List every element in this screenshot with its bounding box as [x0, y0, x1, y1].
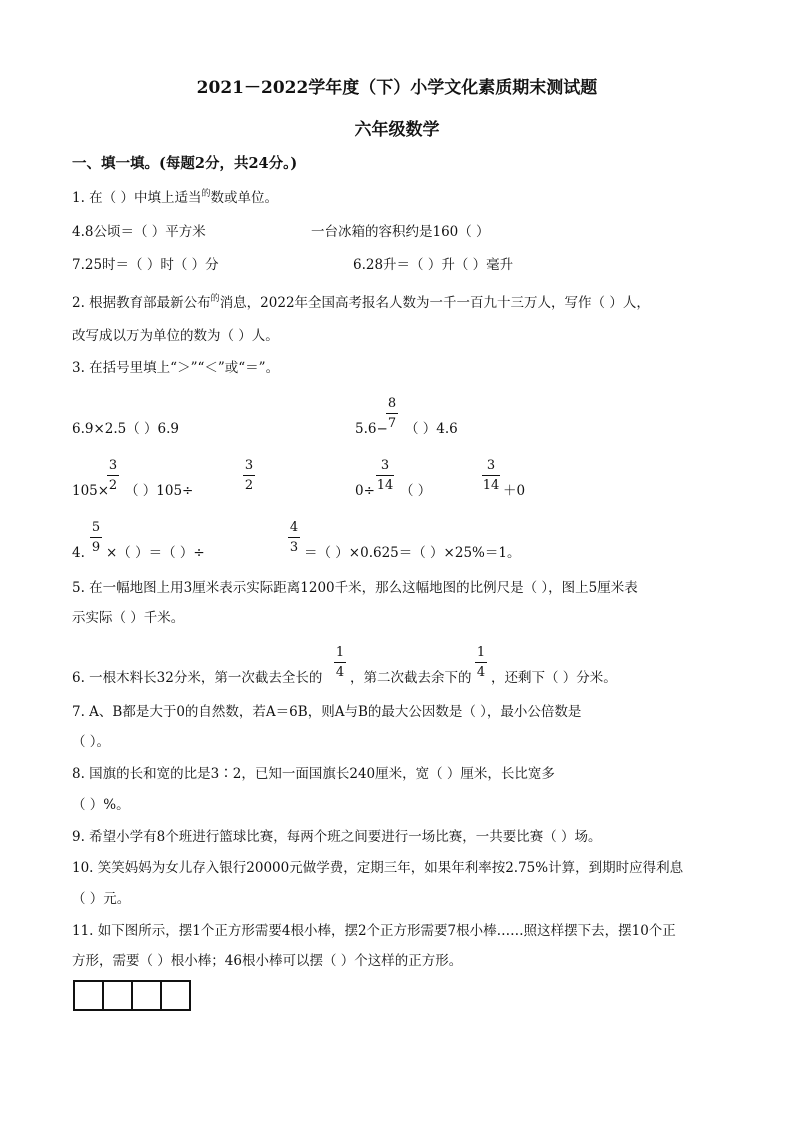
section-heading: 一、填一填。(每题2分，共24分。) — [72, 155, 298, 172]
q1-line2b: 一台冰箱的容积约是160（ ） — [311, 224, 490, 240]
q3-row2b-post: ＋0 — [503, 483, 526, 499]
q8-line2: （ ）%。 — [72, 797, 130, 813]
square-cell — [73, 980, 104, 1011]
fraction-3-14 — [376, 458, 394, 493]
frac-den: 9 — [91, 540, 101, 555]
q3-row1b-pre: 5.6− — [355, 421, 388, 437]
q7-line1: 7. A、B都是大于0的自然数，若A＝6B，则A与B的最大公因数是（ ），最小公倍数是 — [72, 704, 582, 720]
fraction-1-4 — [334, 645, 346, 680]
q1-line3b: 6.28升＝（ ）升（ ）毫升 — [353, 257, 514, 273]
matchstick-squares-figure — [73, 980, 189, 1011]
question-3: 3. 在括号里填上“＞”“＜”或“＝”。 — [72, 360, 280, 376]
q3-row2b-mid: （ ） — [400, 483, 432, 499]
fraction-1-4b — [475, 645, 487, 680]
frac-num: 3 — [486, 458, 496, 473]
exam-subtitle: 六年级数学 — [354, 120, 440, 140]
frac-den: 2 — [108, 478, 118, 493]
q2-text-a: 2. 根据教育部最新公布 — [72, 295, 211, 311]
frac-den: 2 — [244, 478, 254, 493]
frac-num: 3 — [244, 458, 254, 473]
q3-row2a-mid: （ ）105÷ — [125, 483, 194, 499]
exam-title: 2021－2022学年度（下）小学文化素质期末测试题 — [196, 78, 598, 98]
fraction-5-9 — [90, 520, 102, 555]
square-cell — [160, 980, 191, 1011]
frac-den: 4 — [335, 665, 345, 680]
frac-num: 8 — [387, 396, 397, 411]
q3-row2a-pre: 105× — [72, 483, 110, 499]
q1-text-b: 数或单位。 — [210, 190, 278, 206]
frac-den: 7 — [387, 416, 397, 431]
frac-den: 4 — [476, 665, 486, 680]
q5-line1: 5. 在一幅地图上用3厘米表示实际距离1200千米，那么这幅地图的比例尺是（ ），图上5厘米表 — [72, 580, 638, 596]
fraction-3-2 — [107, 458, 119, 493]
q3-row1a: 6.9×2.5（ ）6.9 — [72, 421, 180, 437]
frac-num: 5 — [91, 520, 101, 535]
fraction-4-3 — [288, 520, 300, 555]
q4-mid: ×（ ）＝（ ）÷ — [106, 545, 205, 561]
frac-num: 1 — [335, 645, 345, 660]
q11-line1: 11. 如下图所示，摆1个正方形需要4根小棒，摆2个正方形需要7根小棒……照这样摆下去，摆10个正 — [72, 923, 676, 939]
q4-post: ＝（ ）×0.625＝（ ）×25%＝1。 — [304, 545, 521, 561]
frac-num: 3 — [108, 458, 118, 473]
q11-line2: 方形，需要（ ）根小棒；46根小棒可以摆（ ）个这样的正方形。 — [72, 953, 463, 969]
frac-num: 4 — [289, 520, 299, 535]
q3-row2b-pre: 0÷ — [355, 483, 375, 499]
q3-row1b-post: （ ）4.6 — [405, 421, 458, 437]
q8-line1: 8. 国旗的长和宽的比是3∶2，已知一面国旗长240厘米，宽（ ）厘米，长比宽多 — [72, 766, 555, 782]
fraction-8-7 — [386, 396, 398, 431]
q1-line3a: 7.25时＝（ ）时（ ）分 — [72, 257, 219, 273]
square-cell — [102, 980, 133, 1011]
frac-num: 1 — [476, 645, 486, 660]
frac-num: 3 — [380, 458, 390, 473]
frac-den: 14 — [376, 478, 394, 493]
q9-line1: 9. 希望小学有8个班进行篮球比赛，每两个班之间要进行一场比赛，一共要比赛（ ）场。 — [72, 829, 602, 845]
frac-den: 3 — [289, 540, 299, 555]
q2-sup: 的 — [210, 294, 220, 304]
q1-sup: 的 — [201, 189, 211, 199]
q2-line2: 改写成以万为单位的数为（ ）人。 — [72, 328, 279, 344]
square-cell — [131, 980, 162, 1011]
q6-post: ，还剩下（ ）分米。 — [491, 670, 617, 686]
q10-line2: （ ）元。 — [72, 891, 131, 907]
q4-pre: 4. — [72, 545, 85, 561]
q6-mid: ，第二次截去余下的 — [350, 670, 472, 686]
question-2 — [72, 295, 650, 313]
question-1 — [72, 190, 278, 208]
q1-line2a: 4.8公顷＝（ ）平方米 — [72, 224, 206, 240]
q5-line2: 示实际（ ）千米。 — [72, 610, 185, 626]
q2-text-b: 消息，2022年全国高考报名人数为一千一百九十三万人，写作（ ）人， — [219, 295, 650, 311]
fraction-3-14b — [482, 458, 500, 493]
frac-den: 14 — [482, 478, 500, 493]
q1-text-a: 1. 在（ ）中填上适当 — [72, 190, 202, 206]
q7-line2: （ ）。 — [72, 734, 111, 750]
q6-pre: 6. 一根木料长32分米，第一次截去全长的 — [72, 670, 323, 686]
fraction-3-2b — [243, 458, 255, 493]
q10-line1: 10. 笑笑妈妈为女儿存入银行20000元做学费，定期三年，如果年利率按2.75%计算，到期时应得利息 — [72, 860, 684, 876]
